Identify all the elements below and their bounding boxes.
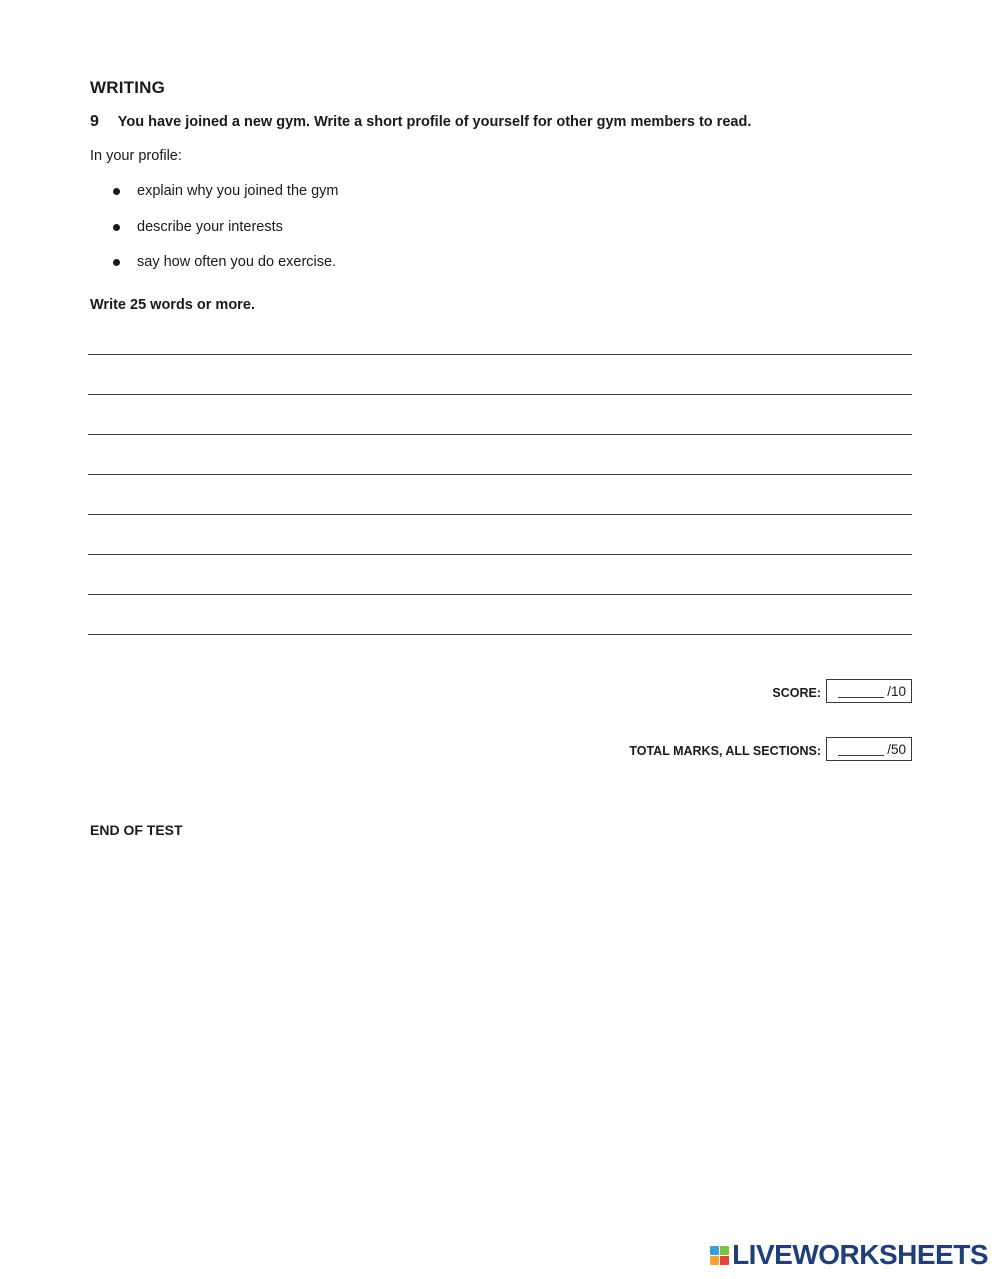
total-box[interactable] [826, 737, 912, 761]
list-item [113, 254, 339, 290]
liveworksheets-logo-icon [710, 1246, 729, 1265]
list-item [113, 219, 339, 255]
answer-line[interactable] [88, 594, 912, 634]
bullet-text: explain why you joined the gym [137, 183, 339, 199]
list-item [113, 183, 339, 219]
bullet-text: say how often you do exercise. [137, 254, 337, 270]
answer-line [88, 634, 912, 635]
score-label: SCORE: [772, 686, 821, 700]
answer-line[interactable] [88, 514, 912, 554]
answer-line[interactable] [88, 394, 912, 434]
instruction: Write 25 words or more. [90, 297, 255, 313]
total-value: /50 [887, 741, 906, 757]
bullet-text: describe your interests [137, 218, 283, 235]
intro-text: In your profile: [90, 148, 182, 164]
answer-line[interactable] [88, 554, 912, 594]
score-blank [838, 684, 884, 698]
answer-line[interactable] [88, 474, 912, 514]
question [90, 113, 751, 131]
score-value: /10 [887, 683, 906, 699]
question-number: 9 [90, 113, 99, 130]
watermark-text: LIVEWORKSHEETS [732, 1239, 988, 1270]
bullet-list [113, 183, 339, 290]
answer-line[interactable] [88, 434, 912, 474]
question-text: You have joined a new gym. Write a short profile of yourself for other gym members to read. [117, 114, 752, 130]
watermark [710, 1239, 988, 1271]
answer-line[interactable] [88, 354, 912, 394]
bullet-icon [113, 259, 120, 266]
bullet-icon [113, 224, 120, 231]
answer-area[interactable] [88, 354, 912, 635]
total-label: TOTAL MARKS, ALL SECTIONS: [629, 744, 821, 758]
total-blank [838, 742, 884, 756]
total-row [629, 737, 912, 761]
score-box[interactable] [826, 679, 912, 703]
score-row [772, 679, 912, 703]
section-title: WRITING [90, 78, 166, 97]
end-of-test: END OF TEST [90, 822, 183, 838]
bullet-icon [113, 188, 120, 195]
